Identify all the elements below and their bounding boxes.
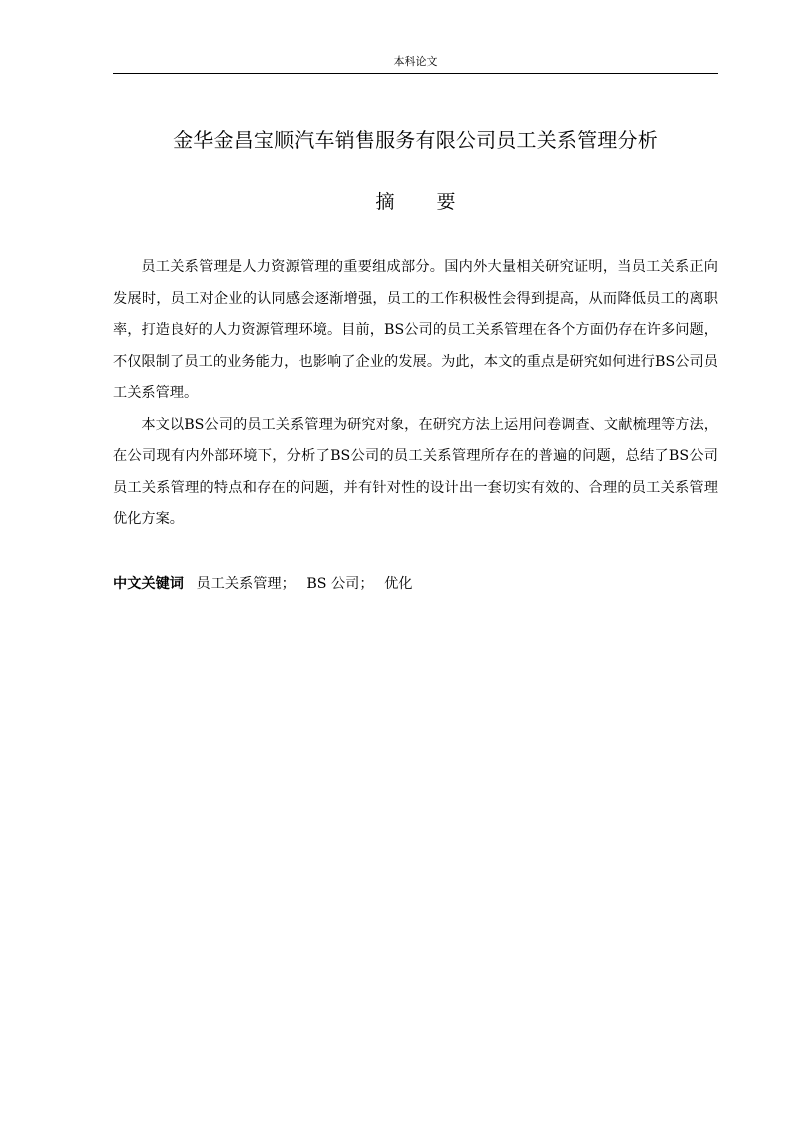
keyword-item: 优化 — [384, 576, 413, 592]
paper-title: 金华金昌宝顺汽车销售服务有限公司员工关系管理分析 — [173, 128, 658, 152]
header-divider — [113, 73, 718, 74]
abstract-body — [113, 252, 718, 536]
abstract-heading: 摘 要 — [375, 191, 474, 213]
keyword-item: BS 公司 — [306, 576, 360, 592]
running-header: 本科论文 — [393, 55, 438, 68]
keywords-line — [113, 572, 718, 596]
abstract-paragraph-1: 员工关系管理是人力资源管理的重要组成部分。国内外大量相关研究证明，当员工关系正向发展时，员工对企业的认同感会逐渐增强，员工的工作积极性会得到提高，从而降低员工的离职率，打造良好的人力资源管理环境。目前，BS公司的员工关系管理在各个方面仍存在许多问题，不仅限制了员工的业务能力，也影响了企业的发展。为此，本文的重点是研究如何进行BS公司员工关系管理。 — [113, 259, 718, 401]
keyword-item: 员工关系管理 — [196, 576, 282, 592]
keyword-separator: ； — [281, 576, 296, 592]
keywords-label: 中文关键词 — [113, 576, 184, 592]
keyword-separator: ； — [359, 576, 374, 592]
abstract-paragraph-2: 本文以BS公司的员工关系管理为研究对象，在研究方法上运用问卷调查、文献梳理等方法，在公司现有内外部环境下，分析了BS公司的员工关系管理所存在的普遍的问题，总结了BS公司员工关系管理的特点和存在的问题，并有针对性的设计出一套切实有效的、合理的员工关系管理优化方案。 — [113, 416, 718, 527]
